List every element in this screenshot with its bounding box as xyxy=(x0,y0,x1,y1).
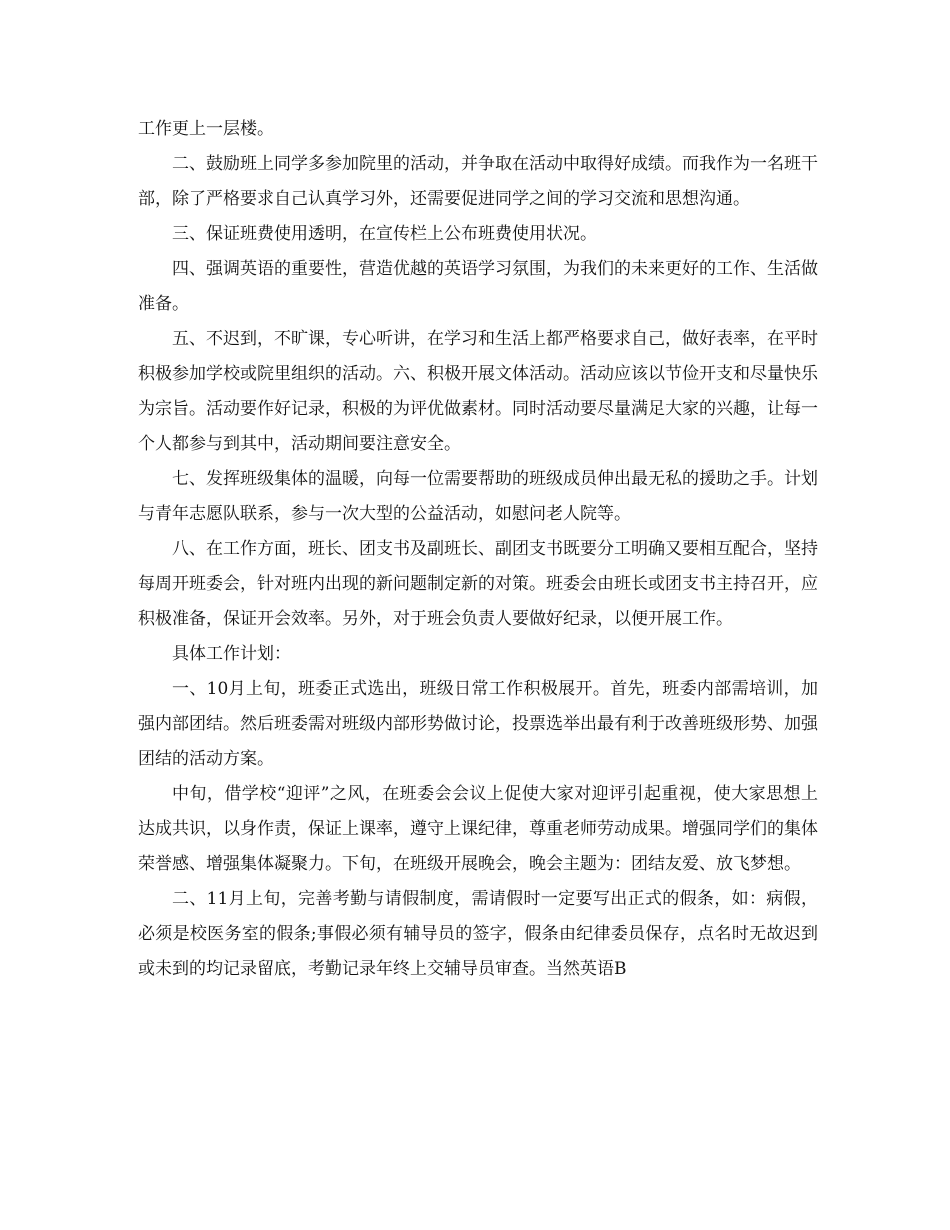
paragraph: 七、发挥班级集体的温暖，向每一位需要帮助的班级成员伸出最无私的援助之手。计划与青年志愿队联系，参与一次大型的公益活动，如慰问老人院等。 xyxy=(138,469,818,524)
paragraph: 八、在工作方面，班长、团支书及副班长、副团支书既要分工明确又要相互配合，坚持每周开班委会，针对班内出现的新问题制定新的对策。班委会由班长或团支书主持召开，应积极准备，保证开会效率。另外，对于班会负责人要做好纪录，以便开展工作。 xyxy=(138,539,818,629)
paragraph: 中旬，借学校“迎评”之风，在班委会会议上促使大家对迎评引起重视，使大家思想上达成共识，以身作责，保证上课率，遵守上课纪律，尊重老师劳动成果。增强同学们的集体荣誉感、增强集体凝聚力。下旬，在班级开展晚会，晚会主题为：团结友爱、放飞梦想。 xyxy=(138,784,818,874)
paragraph: 一、10月上旬，班委正式选出，班级日常工作积极展开。首先，班委内部需培训，加强内部团结。然后班委需对班级内部形势做讨论，投票选举出最有利于改善班级形势、加强团结的活动方案。 xyxy=(138,679,818,769)
paragraph: 三、保证班费使用透明，在宣传栏上公布班费使用状况。 xyxy=(172,224,597,244)
paragraph: 四、强调英语的重要性，营造优越的英语学习氛围，为我们的未来更好的工作、生活做准备。 xyxy=(138,259,818,314)
paragraph: 二、鼓励班上同学多参加院里的活动，并争取在活动中取得好成绩。而我作为一名班干部，除了严格要求自己认真学习外，还需要促进同学之间的学习交流和思想沟通。 xyxy=(138,154,818,209)
paragraph: 五、不迟到，不旷课，专心听讲，在学习和生活上都严格要求自己，做好表率，在平时积极参加学校或院里组织的活动。六、积极开展文体活动。活动应该以节俭开支和尽量快乐为宗旨。活动要作好记录，积极的为评优做素材。同时活动要尽量满足大家的兴趣，让每一个人都参与到其中，活动期间要注意安全。 xyxy=(138,329,818,454)
paragraph: 工作更上一层楼。 xyxy=(138,119,274,139)
section-heading: 具体工作计划： xyxy=(172,644,291,664)
document-page xyxy=(138,112,818,987)
paragraph: 二、11月上旬，完善考勤与请假制度，需请假时一定要写出正式的假条，如：病假，必须是校医务室的假条;事假必须有辅导员的签字，假条由纪律委员保存，点名时无故迟到或未到的均记录留底，考勤记录年终上交辅导员审查。当然英语B xyxy=(138,889,818,979)
